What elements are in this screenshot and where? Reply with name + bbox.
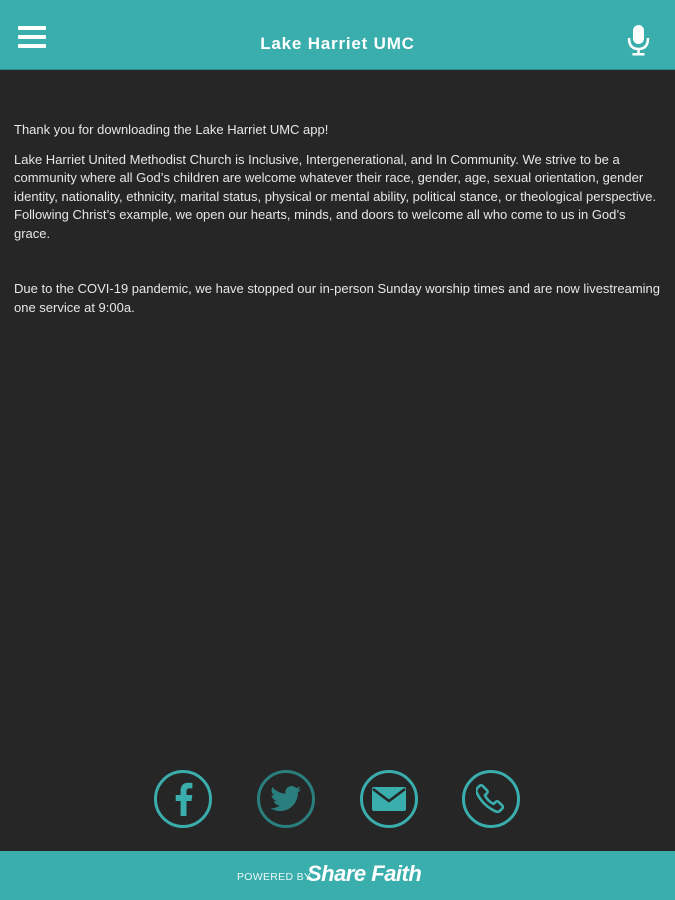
- app-title: Lake Harriet UMC: [260, 34, 415, 53]
- microphone-icon[interactable]: [626, 24, 652, 58]
- social-links: [0, 770, 675, 832]
- email-icon: [372, 787, 406, 811]
- app-footer: [0, 851, 675, 900]
- email-button[interactable]: [360, 770, 418, 828]
- sharefaith-logo[interactable]: Share Faith: [307, 861, 422, 886]
- thanks-text: Thank you for downloading the Lake Harriet UMC app!: [14, 122, 329, 137]
- welcome-content: [14, 121, 664, 317]
- powered-by-label: POWERED BY: [237, 871, 312, 883]
- twitter-button[interactable]: [257, 770, 315, 828]
- twitter-icon: [270, 786, 302, 812]
- phone-icon: [476, 784, 506, 814]
- facebook-icon: [171, 782, 195, 816]
- facebook-button[interactable]: [154, 770, 212, 828]
- app-header: [0, 0, 675, 70]
- covid-notice: Due to the COVI-19 pandemic, we have stopped our in-person Sunday worship times and are now livestreaming one service at 9:00a.: [14, 281, 661, 315]
- welcome-paragraph: Lake Harriet United Methodist Church is Inclusive, Intergenerational, and In Community. We strive to be a community where all God’s children are welcome whatever their race, gender, age, sexual orientation, gender identity, nationality, ethnicity, marital status, physical or mental ability, political stance, or theological perspective. Following Christ’s example, we open our hearts, minds, and doors to welcome all who come to us in God’s grace.: [14, 151, 657, 241]
- phone-button[interactable]: [462, 770, 520, 828]
